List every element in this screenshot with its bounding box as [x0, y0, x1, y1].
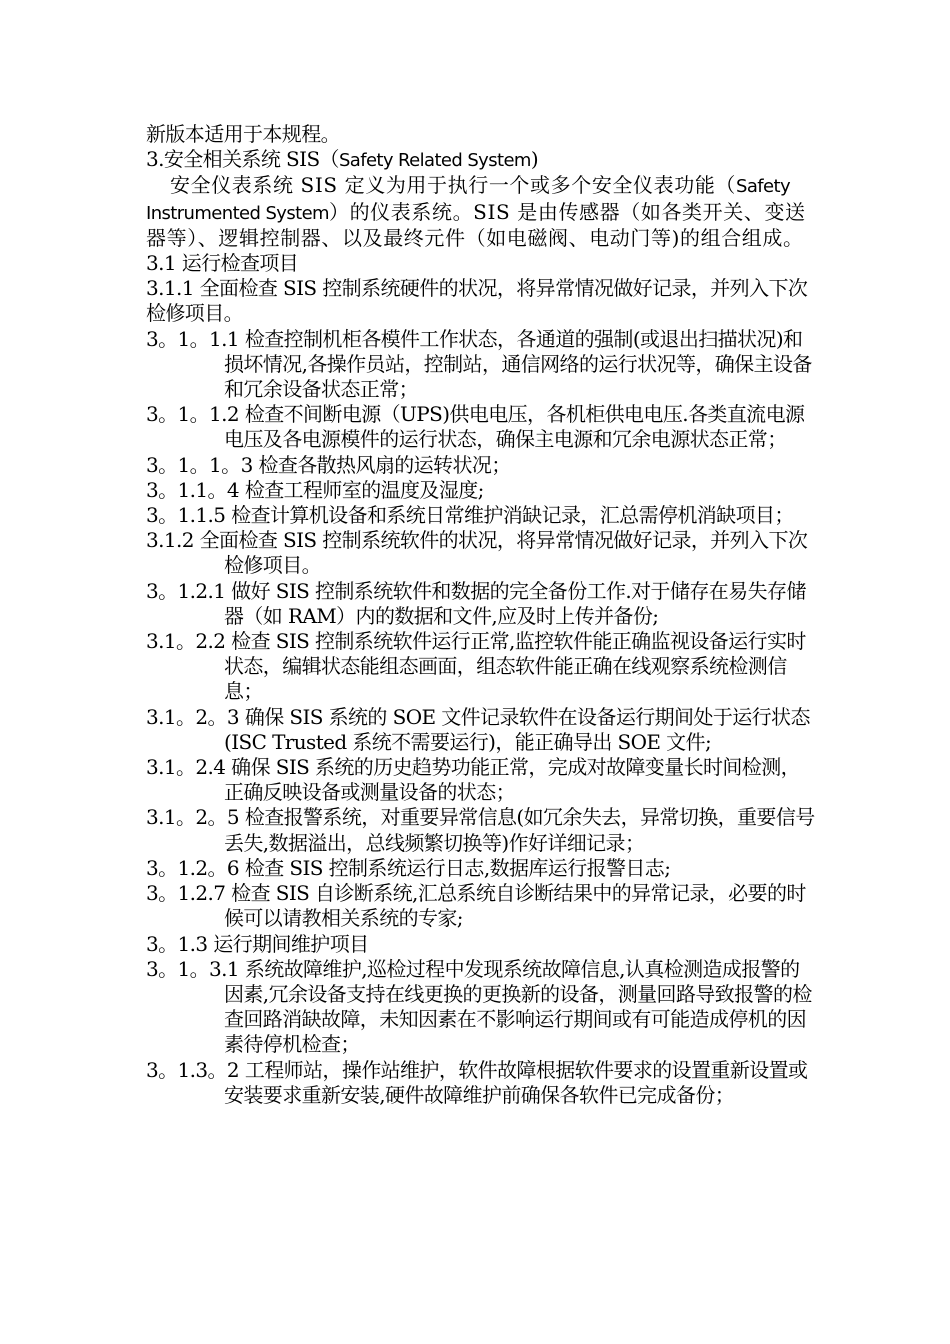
section-heading-3-1-3: 3。1.3 运行期间维护项目 [146, 931, 369, 956]
item-3-1-2-1: 3。1.2.1 做好 SIS 控制系统软件和数据的完全备份工作.对于储存在易失存储器（如 RAM）内的数据和文件,应及时上传并备份; [146, 578, 806, 628]
item-3-1-2: 3.1.2 全面检查 SIS 控制系统软件的状况，将异常情况做好记录，并列入下次检修项目。 [146, 528, 808, 578]
sis-definition-paragraph [146, 173, 816, 251]
paragraph-continuation: 新版本适用于本规程。 [146, 122, 340, 146]
section-heading-3-text: 3.安全相关系统 SIS（ [146, 147, 339, 172]
item-3-1-2-7: 3。1.2.7 检查 SIS 自诊断系统,汇总系统自诊断结果中的异常记录，必要的时候可以请教相关系统的专家; [146, 881, 806, 931]
item-3-1-2-2: 3.1。2.2 检查 SIS 控制系统软件运行正常,监控软件能正确监视设备运行实时状态，编辑状态能组态画面，组态软件能正确在线观察系统检测信息； [146, 629, 806, 704]
item-3-1-3-1: 3。1。3.1 系统故障维护,巡检过程中发现系统故障信息,认真检测造成报警的因素,冗余设备支持在线更换的更换新的设备，测量回路导致报警的检查回路消缺故障，未知因素在不影响运行期间或有可能造成停机的因素待停机检查； [146, 956, 812, 1057]
item-3-1-1-3: 3。1。1。3 检查各散热风扇的运转状况； [146, 452, 511, 477]
item-3-1-2-4: 3.1。2.4 确保 SIS 系统的历史趋势功能正常，完成对故障变量长时间检测，正确反映设备或测量设备的状态； [146, 755, 800, 805]
item-3-1-1-1: 3。1。1.1 检查控制机柜各模件工作状态，各通道的强制(或退出扫描状况)和损坏情况,各操作员站，控制站，通信网络的运行状况等，确保主设备和冗余设备状态正常； [146, 326, 812, 402]
sis-definition-english: Safety Instrumented System [146, 176, 791, 224]
section-heading-3-close: ) [530, 147, 539, 172]
item-3-1-3-2: 3。1.3。2 工程师站，操作站维护，软件故障根据软件要求的设置重新设置或安装要求重新安装,硬件故障维护前确保各软件已完成备份； [146, 1057, 808, 1107]
sis-definition-part-1: 安全仪表系统 SIS 定义为用于执行一个或多个安全仪表功能（ [170, 173, 737, 198]
item-3-1-1-4: 3。1.1。4 检查工程师室的温度及湿度; [146, 477, 484, 502]
item-3-1-1: 3.1.1 全面检查 SIS 控制系统硬件的状况，将异常情况做好记录，并列入下次检修项目。 [146, 276, 808, 326]
section-heading-3-1: 3.1 运行检查项目 [146, 251, 299, 276]
item-3-1-2-3: 3.1。2。3 确保 SIS 系统的 SOE 文件记录软件在设备运行期间处于运行状态(ISC Trusted 系统不需要运行)，能正确导出 SOE 文件; [146, 704, 810, 754]
item-3-1-1-5: 3。1.1.5 检查计算机设备和系统日常维护消缺记录，汇总需停机消缺项目； [146, 503, 794, 528]
item-3-1-2-5: 3.1。2。5 检查报警系统，对重要异常信息(如冗余失去，异常切换，重要信号丢失,数据溢出，总线频繁切换等)作好详细记录； [146, 805, 815, 855]
item-3-1-2-6: 3。1.2。6 检查 SIS 控制系统运行日志,数据库运行报警日志; [146, 855, 671, 880]
document-body [146, 122, 816, 1108]
section-heading-3-english: Safety Related System [338, 150, 531, 172]
sis-definition-part-2: ）的仪表系统。SIS 是由传感器（如各类开关、变送器等）、逻辑控制器、以及最终元件（如电磁阀、电动门等)的组合组成。 [146, 199, 806, 250]
section-heading-3 [146, 147, 816, 173]
item-3-1-1-2: 3。1。1.2 检查不间断电源（UPS)供电电压，各机柜供电电压.各类直流电源电压及各电源模件的运行状态，确保主电源和冗余电源状态正常； [146, 402, 805, 452]
